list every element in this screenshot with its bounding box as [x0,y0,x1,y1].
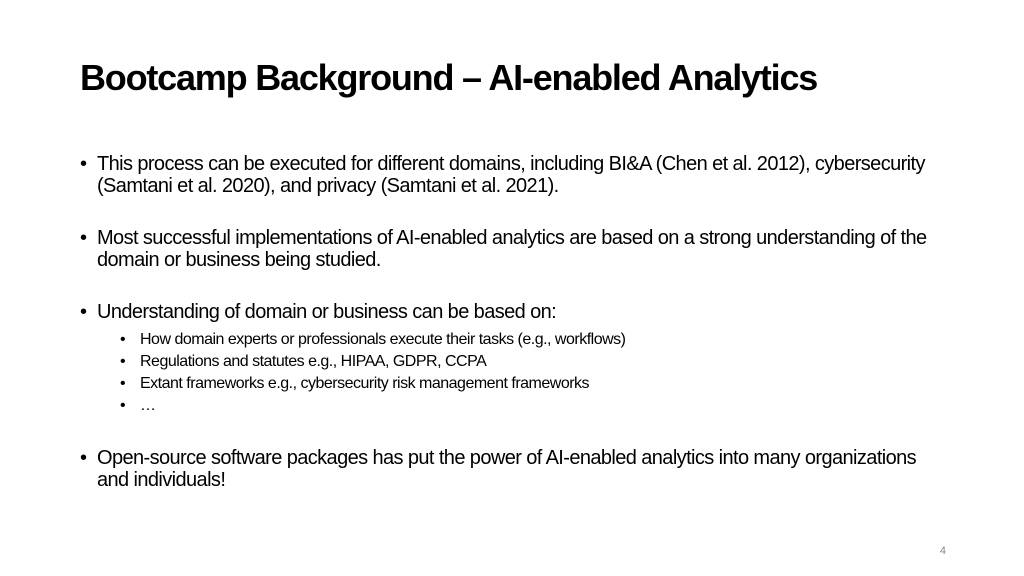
sub-bullet-regulations: • Regulations and statutes e.g., HIPAA, GDPR, CCPA [120,351,930,373]
bullet-list [80,153,930,521]
bullet-open-source: • Open-source software packages has put the power of AI-enabled analytics into many organizations and individuals! [80,447,930,491]
page-number: 4 [939,545,946,557]
sub-bullet-workflows: • How domain experts or professionals execute their tasks (e.g., workflows) [120,329,930,351]
bullet-understanding-basis: • Understanding of domain or business can be based on: [80,301,930,323]
sub-bullet-container [80,329,930,417]
sub-bullet-ellipsis: • … [120,395,930,417]
bullet-domains: • This process can be executed for different domains, including BI&A (Chen et al. 2012), cybersecurity (Samtani et al. 2020), and privacy (Samtani et al. 2021). [80,153,930,197]
sub-bullet-list [120,329,930,417]
slide-title: Bootcamp Background – AI-enabled Analytics [80,57,818,98]
bullet-successful-implementations: • Most successful implementations of AI-enabled analytics are based on a strong understanding of the domain or business being studied. [80,227,930,271]
sub-bullet-frameworks: • Extant frameworks e.g., cybersecurity risk management frameworks [120,373,930,395]
